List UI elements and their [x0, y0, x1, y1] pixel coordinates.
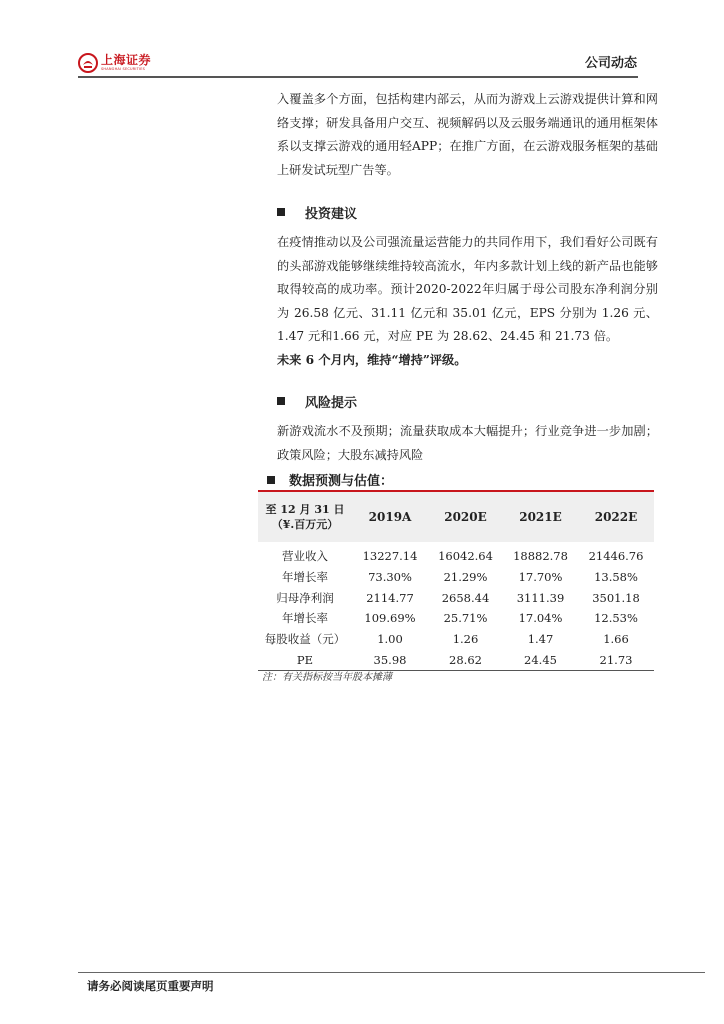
intro-paragraph: 入覆盖多个方面，包括构建内部云，从而为游戏上云游戏提供计算和网络支撑；研发具备用户交互、视频解码以及云服务端通讯的通用框架体系以支撑云游戏的通用轻APP；在推广方面，在云游戏服务框架的基础上研发试玩型广告等。: [277, 92, 658, 177]
table-cell: 13.58%: [594, 570, 638, 585]
table-cell: 12.53%: [594, 611, 638, 626]
investment-rating: 未来 6 个月内，维持“增持”评级。: [277, 352, 467, 367]
table-cell: 25.71%: [443, 611, 488, 626]
table-cell: 1.47: [527, 632, 554, 647]
table-cell: 28.62: [449, 652, 482, 667]
report-body: [277, 88, 658, 467]
table-cell: 18882.78: [513, 549, 568, 564]
logo-name-cn: 上海证券: [101, 53, 152, 67]
header-divider: [78, 76, 638, 78]
table-cell: 24.45: [524, 652, 557, 667]
table-cell: 2114.77: [366, 590, 414, 605]
table-row: [258, 542, 654, 567]
table-cell: 16042.64: [438, 549, 493, 564]
investment-paragraph: [277, 231, 658, 372]
forecast-table-title-text: 数据预测与估值：: [289, 474, 394, 489]
row-label: 归母净利润: [276, 590, 334, 605]
table-cell: 109.69%: [364, 611, 416, 626]
table-cell: 3111.39: [516, 590, 565, 605]
row-label: 年增长率: [282, 611, 328, 626]
risk-heading-text: 风险提示: [305, 395, 358, 411]
table-cell: 17.70%: [518, 570, 563, 585]
table-cell: 17.04%: [518, 611, 563, 626]
footer-disclaimer: 请务必阅读尾页重要声明: [87, 979, 214, 993]
table-cell: 73.30%: [368, 570, 412, 585]
forecast-table: [258, 490, 654, 671]
table-corner-cell: [258, 491, 352, 542]
table-header-row: [258, 491, 654, 542]
square-bullet-icon: [267, 476, 275, 484]
risk-heading: [277, 389, 658, 413]
table-cell: 2658.44: [441, 590, 490, 605]
table-row: [258, 587, 654, 608]
row-label: 每股收益（元）: [264, 632, 346, 647]
footer-divider: [78, 972, 705, 973]
square-bullet-icon: [277, 208, 285, 216]
row-label: 年增长率: [282, 570, 328, 585]
column-header: 2019A: [368, 510, 412, 524]
table-cell: 35.98: [373, 652, 407, 667]
table-row: [258, 629, 654, 650]
corner-date: 至 12 月 31 日: [265, 503, 345, 516]
row-label: PE: [296, 652, 314, 667]
table-row: [258, 608, 654, 629]
table-row: [258, 567, 654, 588]
table-cell: 21446.76: [588, 549, 644, 564]
investment-body: 在疫情推动以及公司强流量运营能力的共同作用下，我们看好公司既有的头部游戏能够继续维持较高流水，年内多款计划上线的新产品也能够取得较高的成功率。预计2020-2022年归属于母公司股东净利润分别为 26.58 亿元、31.11 亿元和 35.01 亿元，EPS 分别为 1.26 元、1.47 元和1.66 元，对应 PE 为 28.62、24.45 和 21.73 倍。: [277, 235, 658, 343]
corner-unit: （¥.百万元）: [271, 518, 339, 531]
table-cell: 21.29%: [443, 570, 488, 585]
table-cell: 21.73: [599, 652, 633, 667]
company-logo: [78, 53, 151, 73]
table-cell: 1.66: [603, 632, 629, 647]
square-bullet-icon: [277, 397, 285, 405]
table-cell: 3501.18: [592, 590, 640, 605]
table-cell: 13227.14: [362, 549, 418, 564]
risk-paragraph: 新游戏流水不及预期；流量获取成本大幅提升；行业竞争进一步加剧；政策风险；大股东减持风险: [277, 424, 658, 462]
row-label: 营业收入: [282, 549, 328, 564]
investment-heading: [277, 200, 658, 224]
page-section-title: 公司动态: [584, 56, 637, 71]
column-header: 2021E: [519, 510, 562, 524]
logo-name-en: SHANGHAI SECURITIES: [101, 67, 146, 71]
table-note: 注：有关指标按当年股本摊薄: [262, 672, 392, 683]
table-cell: 1.26: [452, 632, 479, 647]
shanghai-securities-logo-icon: [78, 53, 98, 73]
table-cell: 1.00: [377, 632, 403, 647]
investment-heading-text: 投资建议: [305, 206, 358, 222]
forecast-table-title: [262, 470, 393, 489]
column-header: 2022E: [594, 510, 638, 524]
column-header: 2020E: [444, 510, 487, 524]
